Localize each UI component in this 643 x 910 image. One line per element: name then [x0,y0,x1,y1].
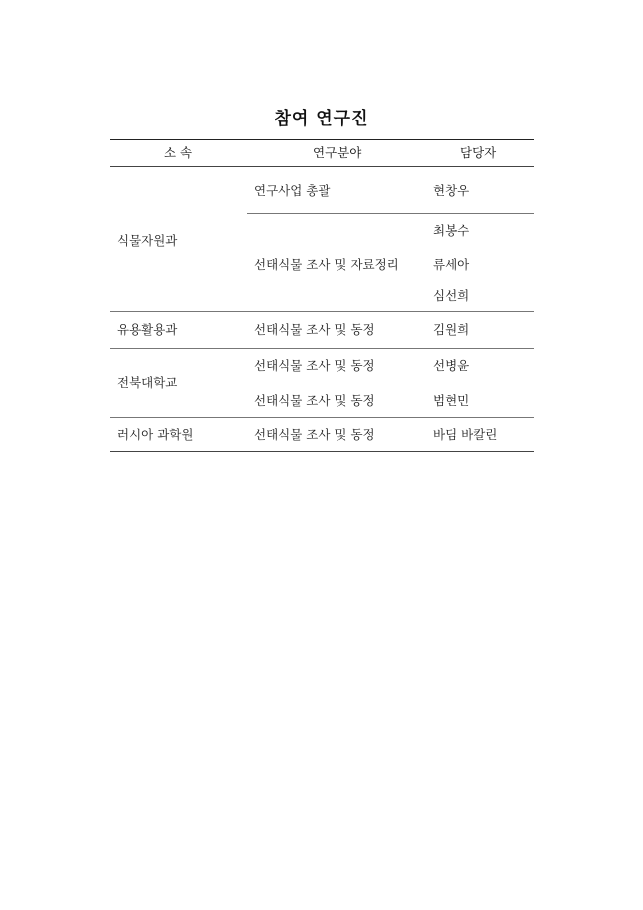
table-cell-field: 선태식물 조사 및 동정 [254,358,375,373]
table-cell-person: 현창우 [433,183,470,198]
page-title: 참여 연구진 [274,109,369,129]
table-cell-person: 김원희 [433,322,470,337]
table-cell-person: 류세아 [433,257,470,272]
header-affiliation: 소 속 [164,145,193,160]
table-cell-affiliation: 식물자원과 [117,233,178,248]
table-cell-field: 선태식물 조사 및 자료정리 [254,257,399,272]
table-cell-field: 연구사업 총괄 [254,183,331,198]
inner-rule [247,213,534,214]
row-rule [110,348,534,349]
header-bottom-rule [110,166,534,167]
row-rule [110,311,534,312]
table-cell-person: 바딤 바칼린 [433,427,498,442]
table-cell-person: 범현민 [433,393,470,408]
header-field: 연구분야 [313,145,362,160]
table-cell-person: 심선희 [433,288,470,303]
table-cell-field: 선태식물 조사 및 동정 [254,322,375,337]
table-cell-affiliation: 러시아 과학원 [117,427,194,442]
table-cell-affiliation: 유용활용과 [117,322,178,337]
row-rule [110,417,534,418]
table-top-rule [110,139,534,140]
table-cell-person: 선병윤 [433,358,470,373]
table-cell-affiliation: 전북대학교 [117,375,178,390]
table-cell-field: 선태식물 조사 및 동정 [254,427,375,442]
table-bottom-rule [110,451,534,452]
table-cell-field: 선태식물 조사 및 동정 [254,393,375,408]
table-cell-person: 최봉수 [433,223,470,238]
header-person: 담당자 [460,145,497,160]
